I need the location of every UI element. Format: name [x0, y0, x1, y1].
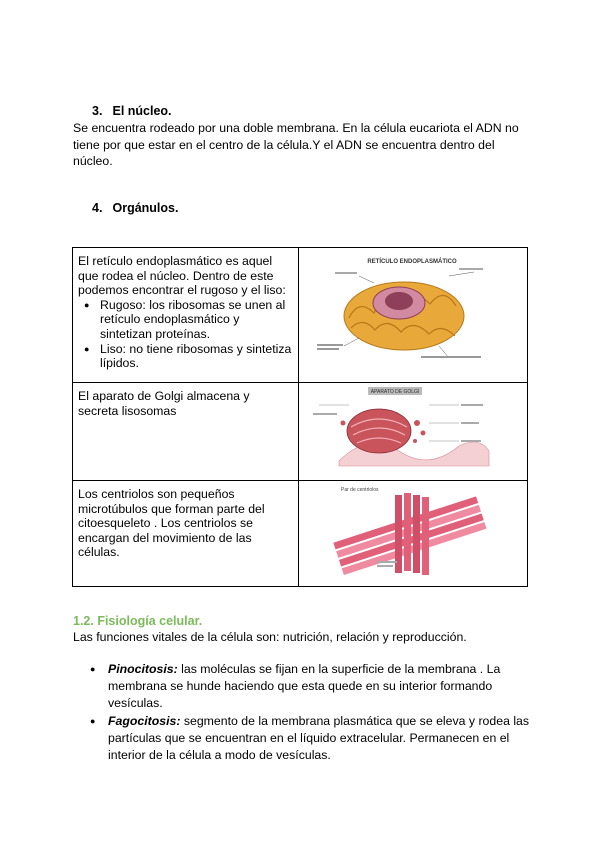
- section-3-title: El núcleo.: [112, 104, 172, 118]
- organelles-table: [72, 247, 528, 587]
- section-3-number: 3.: [92, 104, 103, 118]
- golgi-figure-title: APARATO DE GOLGI: [370, 389, 420, 395]
- er-illustration: [299, 248, 525, 379]
- physiology-title: 1.2. Fisiología celular.: [73, 614, 203, 628]
- section-4-heading: [92, 201, 178, 215]
- er-figure-cell: [299, 248, 528, 383]
- centriole-illustration: [299, 481, 525, 583]
- er-intro: El retículo endoplasmático es aquel que rodea el núcleo. Dentro de este podemos encontrar el rugoso y el liso:: [78, 254, 286, 298]
- nucleolus: [385, 292, 413, 310]
- section-3-body: Se encuentra rodeado por una doble membrana. En la célula eucariota el ADN no tiene por que estar en el centro de la célula.Y el ADN se encuentra dentro del núcleo.: [73, 121, 519, 168]
- er-bullet-list: [78, 298, 292, 371]
- fagocitosis-term: Fagocitosis:: [108, 714, 181, 728]
- er-figure-title: RETÍCULO ENDOPLASMÁTICO: [367, 259, 457, 265]
- centriole-figure-cell: [299, 481, 528, 587]
- pinocitosis-text: las moléculas se fijan en la superficie de la membrana . La membrana se hunde haciendo que esta quede en su interior formando vesículas.: [108, 662, 501, 710]
- section-3-heading: [92, 104, 172, 118]
- golgi-illustration: [299, 383, 525, 477]
- list-item: ● Liso: no tiene ribosomas y sintetiza lípidos.: [100, 342, 292, 371]
- golgi-figure-cell: [299, 383, 528, 481]
- pinocitosis-term: Pinocitosis:: [108, 662, 178, 676]
- list-item: [108, 713, 533, 764]
- golgi-stack: [347, 409, 411, 453]
- centriole-vertical: [395, 493, 429, 575]
- golgi-description: El aparato de Golgi almacena y secreta lisosomas: [73, 383, 299, 481]
- list-item: ● Rugoso: los ribosomas se unen al retículo endoplasmático y sintetizan proteínas.: [100, 298, 292, 342]
- table-row: [73, 481, 528, 587]
- table-row: [73, 383, 528, 481]
- physiology-list: [108, 661, 533, 765]
- fagocitosis-text: segmento de la membrana plasmática que se eleva y rodea las partículas que se encuentran en el líquido extracelular. Permanecen en el interior de la célula a modo de vesículas.: [108, 714, 530, 762]
- list-item: [108, 661, 533, 712]
- table-row: [73, 248, 528, 383]
- centriole-figure-label: Par de centriolos: [341, 487, 379, 493]
- er-description: [73, 248, 299, 383]
- centriole-description: Los centriolos son pequeños microtúbulos que forman parte del citoesqueleto . Los centriolos se encargan del movimiento de las células.: [73, 481, 299, 587]
- section-4-number: 4.: [92, 201, 103, 215]
- physiology-intro: Las funciones vitales de la célula son: nutrición, relación y reproducción.: [73, 630, 467, 644]
- section-4-title: Orgánulos.: [112, 201, 179, 215]
